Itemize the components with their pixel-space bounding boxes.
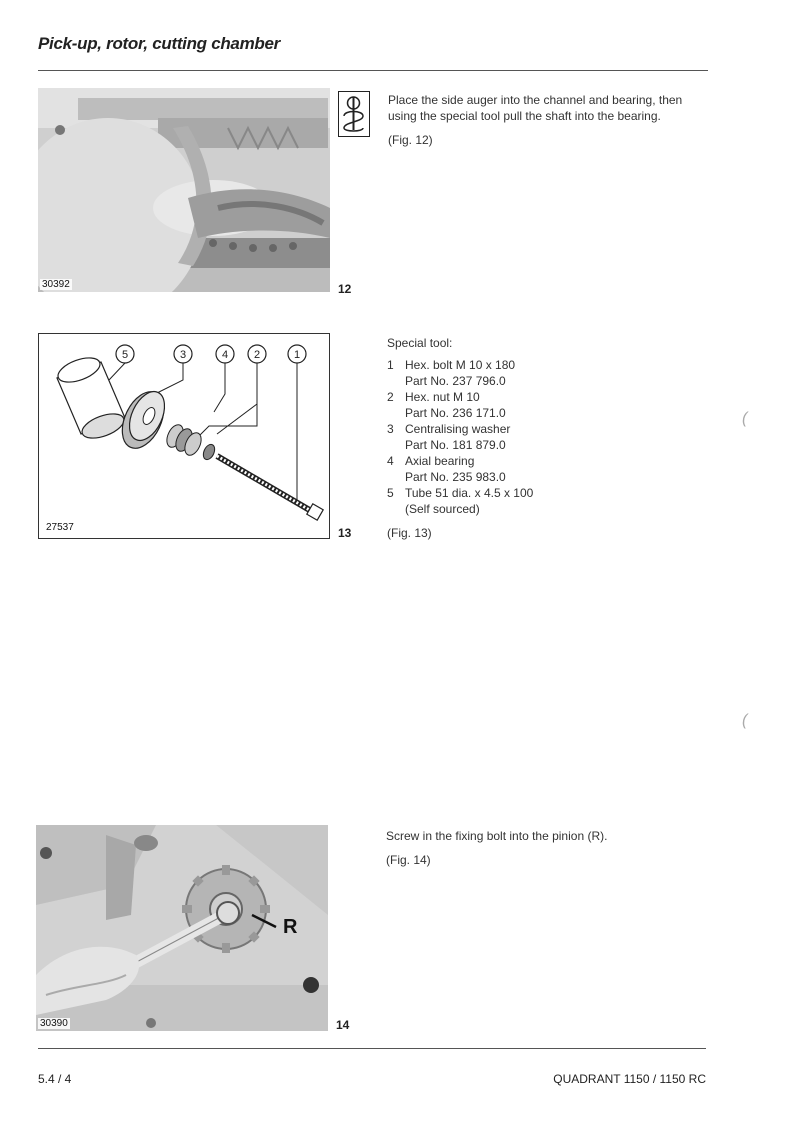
- axial-bearing-part: [164, 422, 205, 458]
- fig14-number: 14: [336, 1018, 350, 1032]
- list-item-sub: (Self sourced): [405, 502, 480, 516]
- fig13-image-id: 27537: [46, 522, 74, 533]
- fig14-image-id: 30390: [40, 1018, 68, 1029]
- list-item-sub: Part No. 237 796.0: [405, 374, 506, 388]
- fig13-text: [387, 335, 697, 541]
- fig13-diagram: [38, 333, 330, 539]
- fig12-text: [388, 92, 698, 148]
- page-title: Pick-up, rotor, cutting chamber: [38, 34, 280, 53]
- special-tool-exploded-diagram: [39, 334, 329, 538]
- tube-part: [55, 353, 127, 443]
- fig14-text: [386, 828, 696, 868]
- special-tool-icon: [338, 91, 370, 137]
- list-item: 1 Hex. bolt M 10 x 180: [387, 358, 516, 372]
- list-item: 4 Axial bearing: [387, 454, 475, 468]
- list-item-sub: Part No. 236 171.0: [405, 406, 506, 420]
- footer-rule: [38, 1048, 706, 1049]
- list-item: 3 Centralising washer: [387, 422, 511, 436]
- fig12-number: 12: [338, 282, 352, 296]
- callout-label: 4: [221, 349, 229, 361]
- page-number: 5.4 / 4: [38, 1072, 72, 1086]
- hex-nut-part: [201, 443, 217, 462]
- callout-label: 2: [253, 349, 261, 361]
- callout-label: 3: [179, 349, 187, 361]
- header-rule: [38, 70, 708, 71]
- list-item-sub: Part No. 181 879.0: [405, 438, 506, 452]
- callout-label: 1: [293, 349, 301, 361]
- fig12-instruction: Place the side auger into the channel and bearing, then using the special tool pull the shaft into the bearing.: [388, 93, 683, 123]
- side-auger-photo: [38, 88, 330, 292]
- fig12-photo: [38, 88, 330, 292]
- list-item-sub: Part No. 235 983.0: [405, 470, 506, 484]
- fig12-reference: (Fig. 12): [388, 133, 433, 147]
- parts-list: [387, 357, 697, 517]
- list-item: 5 Tube 51 dia. x 4.5 x 100: [387, 486, 534, 500]
- special-tool-heading: Special tool:: [387, 336, 453, 350]
- model-name: QUADRANT 1150 / 1150 RC: [553, 1072, 706, 1086]
- callout-label: 5: [121, 349, 129, 361]
- margin-mark: (: [742, 712, 748, 729]
- fig12-image-id: 30392: [42, 279, 70, 290]
- list-item: 2 Hex. nut M 10: [387, 390, 480, 404]
- fig13-reference: (Fig. 13): [387, 526, 432, 540]
- fig13-number: 13: [338, 526, 352, 540]
- margin-mark: (: [742, 410, 748, 427]
- fig14-instruction: Screw in the fixing bolt into the pinion (R).: [386, 829, 608, 843]
- fig14-reference: (Fig. 14): [386, 853, 431, 867]
- hex-bolt-part: [217, 456, 323, 520]
- pinion-label-r: R: [283, 916, 298, 938]
